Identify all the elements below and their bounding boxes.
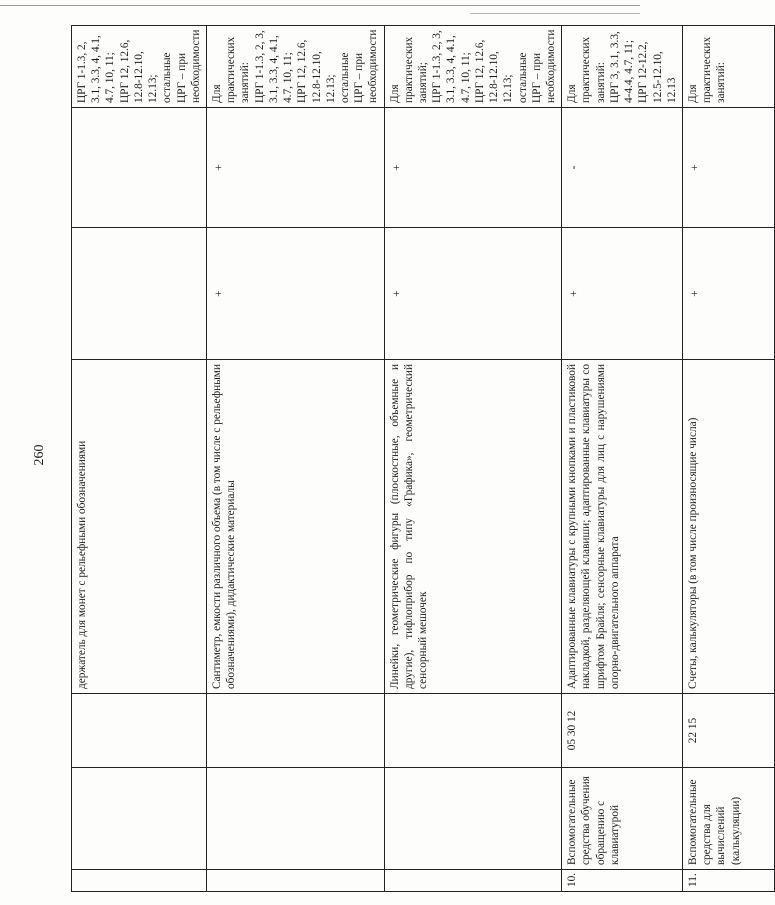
target-groups: Для практических занятий; ЦРГ 1-1.3, 2, 3, 3.1, 3.3, 4, 4.1, 4.7, 10, 11; ЦРГ 12, 12.6, 12.8-12.10, 12.13; остальные ЦРГ – при необходимости <box>384 26 562 108</box>
table-row <box>384 26 562 892</box>
mark-cell-b: - <box>562 108 683 228</box>
equipment-description: Сантиметр, емкости различного объема (в том числе с рельефными обозначениями), дидактические материалы <box>206 360 384 694</box>
row-number: 10. <box>562 870 683 892</box>
table-row <box>206 26 384 892</box>
rotated-table-container <box>71 26 742 892</box>
class-code <box>72 694 207 768</box>
mark-cell-a: + <box>384 228 562 360</box>
equipment-description: Адаптированные клавиатуры с крупными кнопками и пластиковой накладкой, разделяющей клавиши; адаптированные клавиатуры со шрифтом Брайля; сенсорные клавиатуры для лиц с нарушениями опорно-двигательного аппарата <box>562 360 683 694</box>
class-code: 05 30 12 <box>562 694 683 768</box>
row-number: 11. <box>682 870 774 892</box>
class-code <box>206 694 384 768</box>
means-name: Вспомогательные средства обучения обращению с клавиатурой <box>562 768 683 870</box>
mark-cell-b: + <box>384 108 562 228</box>
class-code: 22 15 <box>682 694 774 768</box>
target-groups: Для практических занятий: ЦРГ 3, 3.1, 3.3, 4-4.4, 4.7, 11; ЦРГ 12-12.2, 12.5-12.10, 12.13 <box>562 26 683 108</box>
row-number <box>206 870 384 892</box>
mark-cell-b <box>72 108 207 228</box>
equipment-table <box>71 25 775 892</box>
mark-cell-a: + <box>206 228 384 360</box>
means-name <box>384 768 562 870</box>
row-number <box>384 870 562 892</box>
means-name: Вспомогательные средства для вычислений (калькуляции) <box>682 768 774 870</box>
means-name <box>72 768 207 870</box>
target-groups: Для практических занятий: ЦРГ 1-1.3, 2, 3, 3.1, 3.3, 4, 4.1, 4.7, 10, 11; ЦРГ 12, 12.6, 12.8-12.10, 12.13; остальные ЦРГ – при необходимости <box>206 26 384 108</box>
table-row <box>72 26 207 892</box>
target-groups: ЦРГ 1-1.3, 2, 3.1, 3.3, 4, 4.1, 4.7, 10, 11; ЦРГ 12, 12.6, 12.8-12.10, 12.13; остальные ЦРГ – при необходимости <box>72 26 207 108</box>
page-top-edge-inner <box>470 13 640 14</box>
equipment-description: Счеты, калькуляторы (в том числе произносящие числа) <box>682 360 774 694</box>
page-number: 260 <box>32 444 47 466</box>
table-row <box>682 26 774 892</box>
class-code <box>384 694 562 768</box>
mark-cell-b: + <box>682 108 774 228</box>
mark-cell-b: + <box>206 108 384 228</box>
equipment-description: держатель для монет с рельефными обозначениями <box>72 360 207 694</box>
document-table-region <box>71 26 742 892</box>
mark-cell-a: + <box>562 228 683 360</box>
equipment-description: Линейки, геометрические фигуры (плоскостные, объемные и другие), тифлоприбор по типу «Графика», геометрический сенсорный мешочек <box>384 360 562 694</box>
mark-cell-a: + <box>682 228 774 360</box>
mark-cell-a <box>72 228 207 360</box>
means-name <box>206 768 384 870</box>
table-row <box>562 26 683 892</box>
target-groups: Для практических занятий: <box>682 26 774 108</box>
page-top-edge <box>0 5 640 6</box>
row-number <box>72 870 207 892</box>
